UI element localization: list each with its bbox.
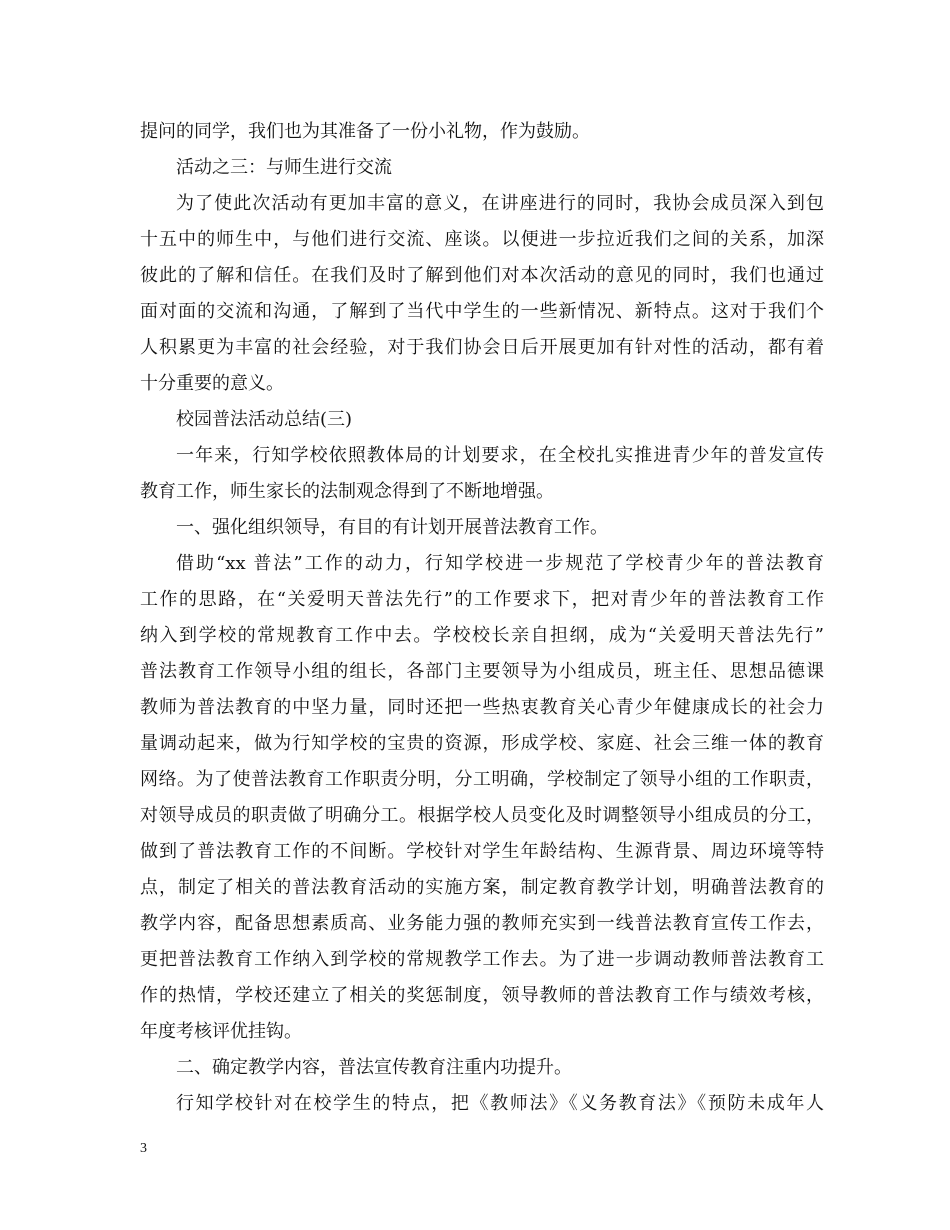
text-line-16: 普法教育工作领导小组的组长，各部门主要领导为小组成员，班主任、思想品德课 — [140, 661, 824, 682]
text-line-14: 工作的思路，在“关爱明天普法先行”的工作要求下，把对青少年的普法教育工作 — [140, 589, 824, 610]
section-heading-summary-3: 校园普法活动总结(三) — [176, 409, 353, 430]
text-line-3: 为了使此次活动有更加丰富的意义，在讲座进行的同时，我协会成员深入到包 — [176, 193, 824, 214]
text-line-23: 教学内容，配备思想素质高、业务能力强的教师充实到一线普法教育宣传工作去， — [140, 913, 824, 934]
section-heading-two: 二、确定教学内容，普法宣传教育注重内功提升。 — [176, 1057, 572, 1078]
page-number: 3 — [140, 1141, 147, 1156]
text-line-5: 彼此的了解和信任。在我们及时了解到他们对本次活动的意见的同时，我们也通过 — [140, 265, 824, 286]
text-line-1: 提问的同学，我们也为其准备了一份小礼物，作为鼓励。 — [140, 121, 590, 142]
text-line-24: 更把普法教育工作纳入到学校的常规教学工作去。为了进一步调动教师普法教育工 — [140, 949, 824, 970]
text-line-10: 一年来，行知学校依照教体局的计划要求，在全校扎实推进青少年的普发宣传 — [176, 445, 824, 466]
text-line-28: 行知学校针对在校学生的特点，把《教师法》《义务教育法》《预防未成年人 — [176, 1093, 824, 1114]
text-line-15: 纳入到学校的常规教育工作中去。学校校长亲自担纲，成为“关爱明天普法先行” — [140, 625, 824, 646]
text-line-22: 点，制定了相关的普法教育活动的实施方案，制定教育教学计划，明确普法教育的 — [140, 877, 824, 898]
text-line-11: 教育工作，师生家长的法制观念得到了不断地增强。 — [140, 481, 554, 502]
section-heading-one: 一、强化组织领导，有目的有计划开展普法教育工作。 — [176, 517, 608, 538]
text-line-26: 年度考核评优挂钩。 — [140, 1021, 302, 1042]
text-line-7: 人积累更为丰富的社会经验，对于我们协会日后开展更加有针对性的活动，都有着 — [140, 337, 824, 358]
text-line-21: 做到了普法教育工作的不间断。学校针对学生年龄结构、生源背景、周边环境等特 — [140, 841, 824, 862]
text-line-13: 借助“xx 普法”工作的动力，行知学校进一步规范了学校青少年的普法教育 — [176, 553, 824, 574]
text-line-4: 十五中的师生中，与他们进行交流、座谈。以便进一步拉近我们之间的关系，加深 — [140, 229, 824, 250]
text-line-20: 对领导成员的职责做了明确分工。根据学校人员变化及时调整领导小组成员的分工， — [140, 805, 824, 826]
text-line-18: 量调动起来，做为行知学校的宝贵的资源，形成学校、家庭、社会三维一体的教育 — [140, 733, 824, 754]
text-line-6: 面对面的交流和沟通，了解到了当代中学生的一些新情况、新特点。这对于我们个 — [140, 301, 824, 322]
section-heading-activity-3: 活动之三：与师生进行交流 — [176, 157, 392, 178]
text-line-25: 作的热情，学校还建立了相关的奖惩制度，领导教师的普法教育工作与绩效考核， — [140, 985, 824, 1006]
text-line-19: 网络。为了使普法教育工作职责分明，分工明确，学校制定了领导小组的工作职责， — [140, 769, 824, 790]
text-line-17: 教师为普法教育的中坚力量，同时还把一些热衷教育关心青少年健康成长的社会力 — [140, 697, 824, 718]
text-line-8: 十分重要的意义。 — [140, 373, 284, 394]
document-body — [140, 114, 824, 1122]
